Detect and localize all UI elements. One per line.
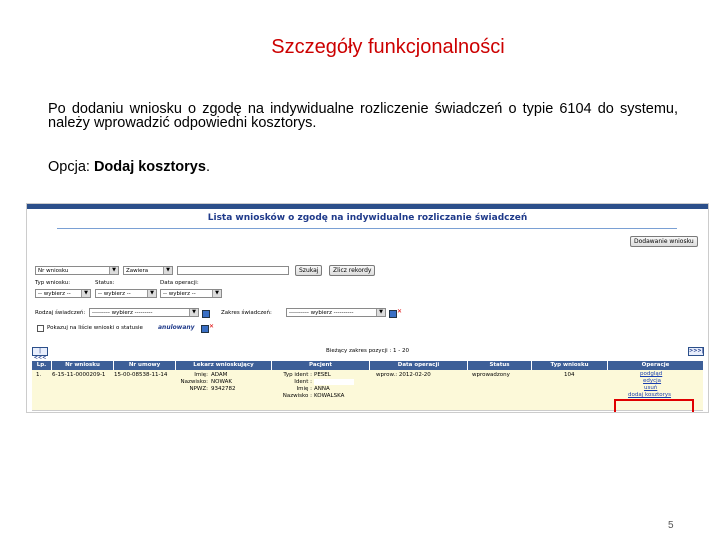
range-select-value: ---------- wybierz ---------- <box>289 310 354 316</box>
highlight-frame <box>614 399 694 413</box>
browse-icon[interactable] <box>201 325 209 333</box>
patient-id-type: PESEL <box>314 372 331 378</box>
option-name: Dodaj kosztorys <box>93 159 206 175</box>
column-header[interactable]: Operacje <box>641 362 670 368</box>
description-paragraph: Po dodaniu wniosku o zgodę na indywidualne rozliczenie świadczeń o typie 6104 do systemu, należy wprowadzić odpowiedni kosztorys. <box>48 101 678 131</box>
operation-date: wprow.: 2012-02-20 <box>376 372 431 378</box>
type-select-value: -- wybierz -- <box>38 291 71 297</box>
column-header[interactable]: Data operacji <box>370 361 468 370</box>
request-status: wprowadzony <box>472 372 510 378</box>
range-select[interactable] <box>286 308 386 317</box>
search-operator-select[interactable] <box>123 266 173 275</box>
row-number: 1. <box>36 372 42 378</box>
column-header[interactable]: Pacjent <box>272 361 370 370</box>
count-records-button[interactable]: Zlicz rekordy <box>329 265 375 276</box>
contract-number: 15-00-08538-11-14 <box>114 372 168 378</box>
column-header[interactable]: Nr umowy <box>114 361 176 370</box>
show-status-label: Pokazuj na liście wnioski o statusie <box>47 325 143 331</box>
title-divider <box>57 228 677 229</box>
page-number: 5 <box>668 520 674 531</box>
pager-next-button[interactable]: >>>| <box>689 348 704 354</box>
doctor-first-name: ADAM <box>211 372 228 378</box>
search-field-value: Nr wniosku <box>38 268 69 274</box>
doctor-last-name-label: Nazwisko: <box>180 379 208 385</box>
search-field-select[interactable] <box>35 266 119 275</box>
chevron-down-icon: ▼ <box>189 309 198 316</box>
column-header[interactable]: Nr wniosku <box>52 361 114 370</box>
table-header <box>32 361 703 370</box>
add-request-button[interactable]: Dodawanie wniosku <box>630 236 698 247</box>
kind-label: Rodzaj świadczeń: <box>35 310 86 316</box>
request-type: 104 <box>564 372 575 378</box>
doctor-npwz: 9342782 <box>211 386 236 392</box>
patient-first-name: ANNA <box>314 386 330 392</box>
kind-select[interactable] <box>89 308 199 317</box>
add-cost-estimate-link[interactable]: dodaj kosztorys <box>628 392 672 398</box>
column-header[interactable]: Status <box>468 361 532 370</box>
preview-link[interactable]: podgląd <box>640 371 663 377</box>
kind-select-value: --------- wybierz --------- <box>92 310 153 316</box>
pager <box>32 347 704 361</box>
search-button[interactable]: Szukaj <box>295 265 322 276</box>
patient-last-name: KOWALSKA <box>314 393 345 399</box>
option-suffix: . <box>205 159 210 175</box>
chevron-down-icon: ▼ <box>81 290 90 297</box>
date-label: Data operacji: <box>160 280 199 286</box>
list-title: Lista wniosków o zgodę na indywidualne rozliczanie świadczeń <box>207 213 528 223</box>
show-status-checkbox[interactable] <box>37 325 44 332</box>
patient-ident-label: Ident : <box>294 379 312 385</box>
range-label: Zakres świadczeń: <box>221 310 272 316</box>
column-header[interactable]: Lp. <box>32 361 52 370</box>
column-header[interactable]: Typ wniosku <box>532 361 608 370</box>
date-select-value: -- wybierz -- <box>163 291 196 297</box>
request-number: 6-15-11-0000209-1 <box>52 372 106 378</box>
type-select[interactable] <box>35 289 91 298</box>
clear-icon[interactable]: ✕ <box>397 308 403 315</box>
status-select[interactable] <box>95 289 157 298</box>
slide-title: Szczegóły funkcjonalności <box>271 36 505 58</box>
patient-id-type-label: Typ ident : <box>283 372 312 378</box>
app-top-bar <box>27 204 708 209</box>
browse-icon[interactable] <box>202 310 210 318</box>
search-input[interactable] <box>177 266 289 275</box>
option-prefix: Opcja: <box>48 159 94 175</box>
chevron-down-icon: ▼ <box>109 267 118 274</box>
app-screenshot <box>26 203 709 413</box>
column-header[interactable]: Lekarz wnioskujący <box>176 361 272 370</box>
patient-ident <box>314 379 354 385</box>
doctor-last-name: NOWAK <box>211 379 232 385</box>
table-bottom-border <box>32 410 703 411</box>
search-operator-value: Zawiera <box>126 268 149 274</box>
type-label: Typ wniosku: <box>35 280 71 286</box>
browse-icon[interactable] <box>389 310 397 318</box>
pager-text: Bieżący zakres pozycji : 1 - 20 <box>326 348 409 354</box>
clear-icon[interactable]: ✕ <box>209 323 215 330</box>
table-row <box>32 370 703 410</box>
patient-last-name-label: Nazwisko : <box>282 393 312 399</box>
edit-link[interactable]: edycja <box>643 378 662 384</box>
delete-link[interactable]: usuń <box>644 385 658 391</box>
option-paragraph <box>48 160 678 174</box>
chevron-down-icon: ▼ <box>163 267 172 274</box>
cancelled-status: anulowany <box>158 324 195 331</box>
chevron-down-icon: ▼ <box>376 309 385 316</box>
date-select[interactable] <box>160 289 222 298</box>
status-select-value: -- wybierz -- <box>98 291 131 297</box>
doctor-first-name-label: Imię: <box>194 372 208 378</box>
status-label: Status: <box>95 280 115 286</box>
chevron-down-icon: ▼ <box>212 290 221 297</box>
pager-prev-button[interactable]: |<<< <box>33 348 47 361</box>
chevron-down-icon: ▼ <box>147 290 156 297</box>
doctor-npwz-label: NPWZ: <box>189 386 208 392</box>
patient-first-name-label: Imię : <box>296 386 312 392</box>
